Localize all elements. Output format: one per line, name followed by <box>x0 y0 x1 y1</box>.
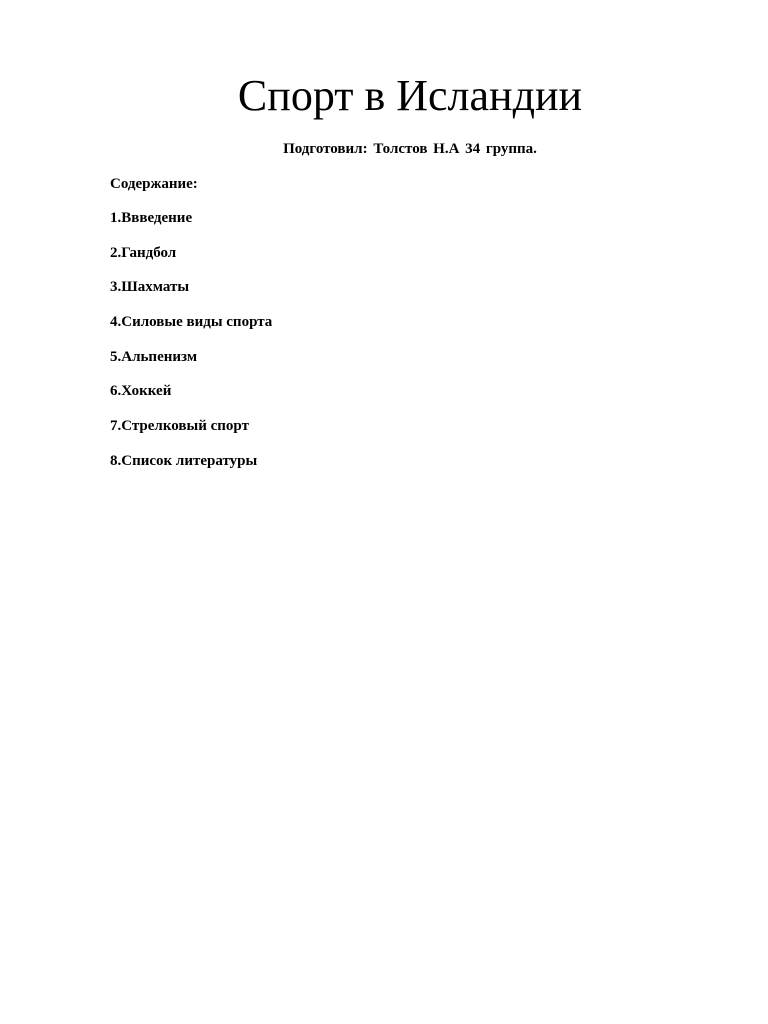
toc-item-hockey: 6.Хоккей <box>110 383 172 400</box>
toc-item-bibliography: 8.Список литературы <box>110 452 258 469</box>
toc-item-chess: 3.Шахматы <box>110 279 190 296</box>
toc-item-introduction: 1.Ввведение <box>110 210 193 226</box>
author-line: Подготовил: Толстов Н.А 34 группа. <box>283 141 537 157</box>
toc-item-strength-sports: 4.Силовые виды спорта <box>110 314 273 331</box>
toc-item-shooting: 7.Стрелковый спорт <box>110 418 249 435</box>
document-title: Спорт в Исландии <box>237 71 583 120</box>
toc-item-mountaineering: 5.Альпенизм <box>110 348 198 365</box>
toc-heading: Содержание: <box>110 176 198 192</box>
toc-list <box>110 208 272 486</box>
toc-item-handball: 2.Гандбол <box>110 244 177 261</box>
